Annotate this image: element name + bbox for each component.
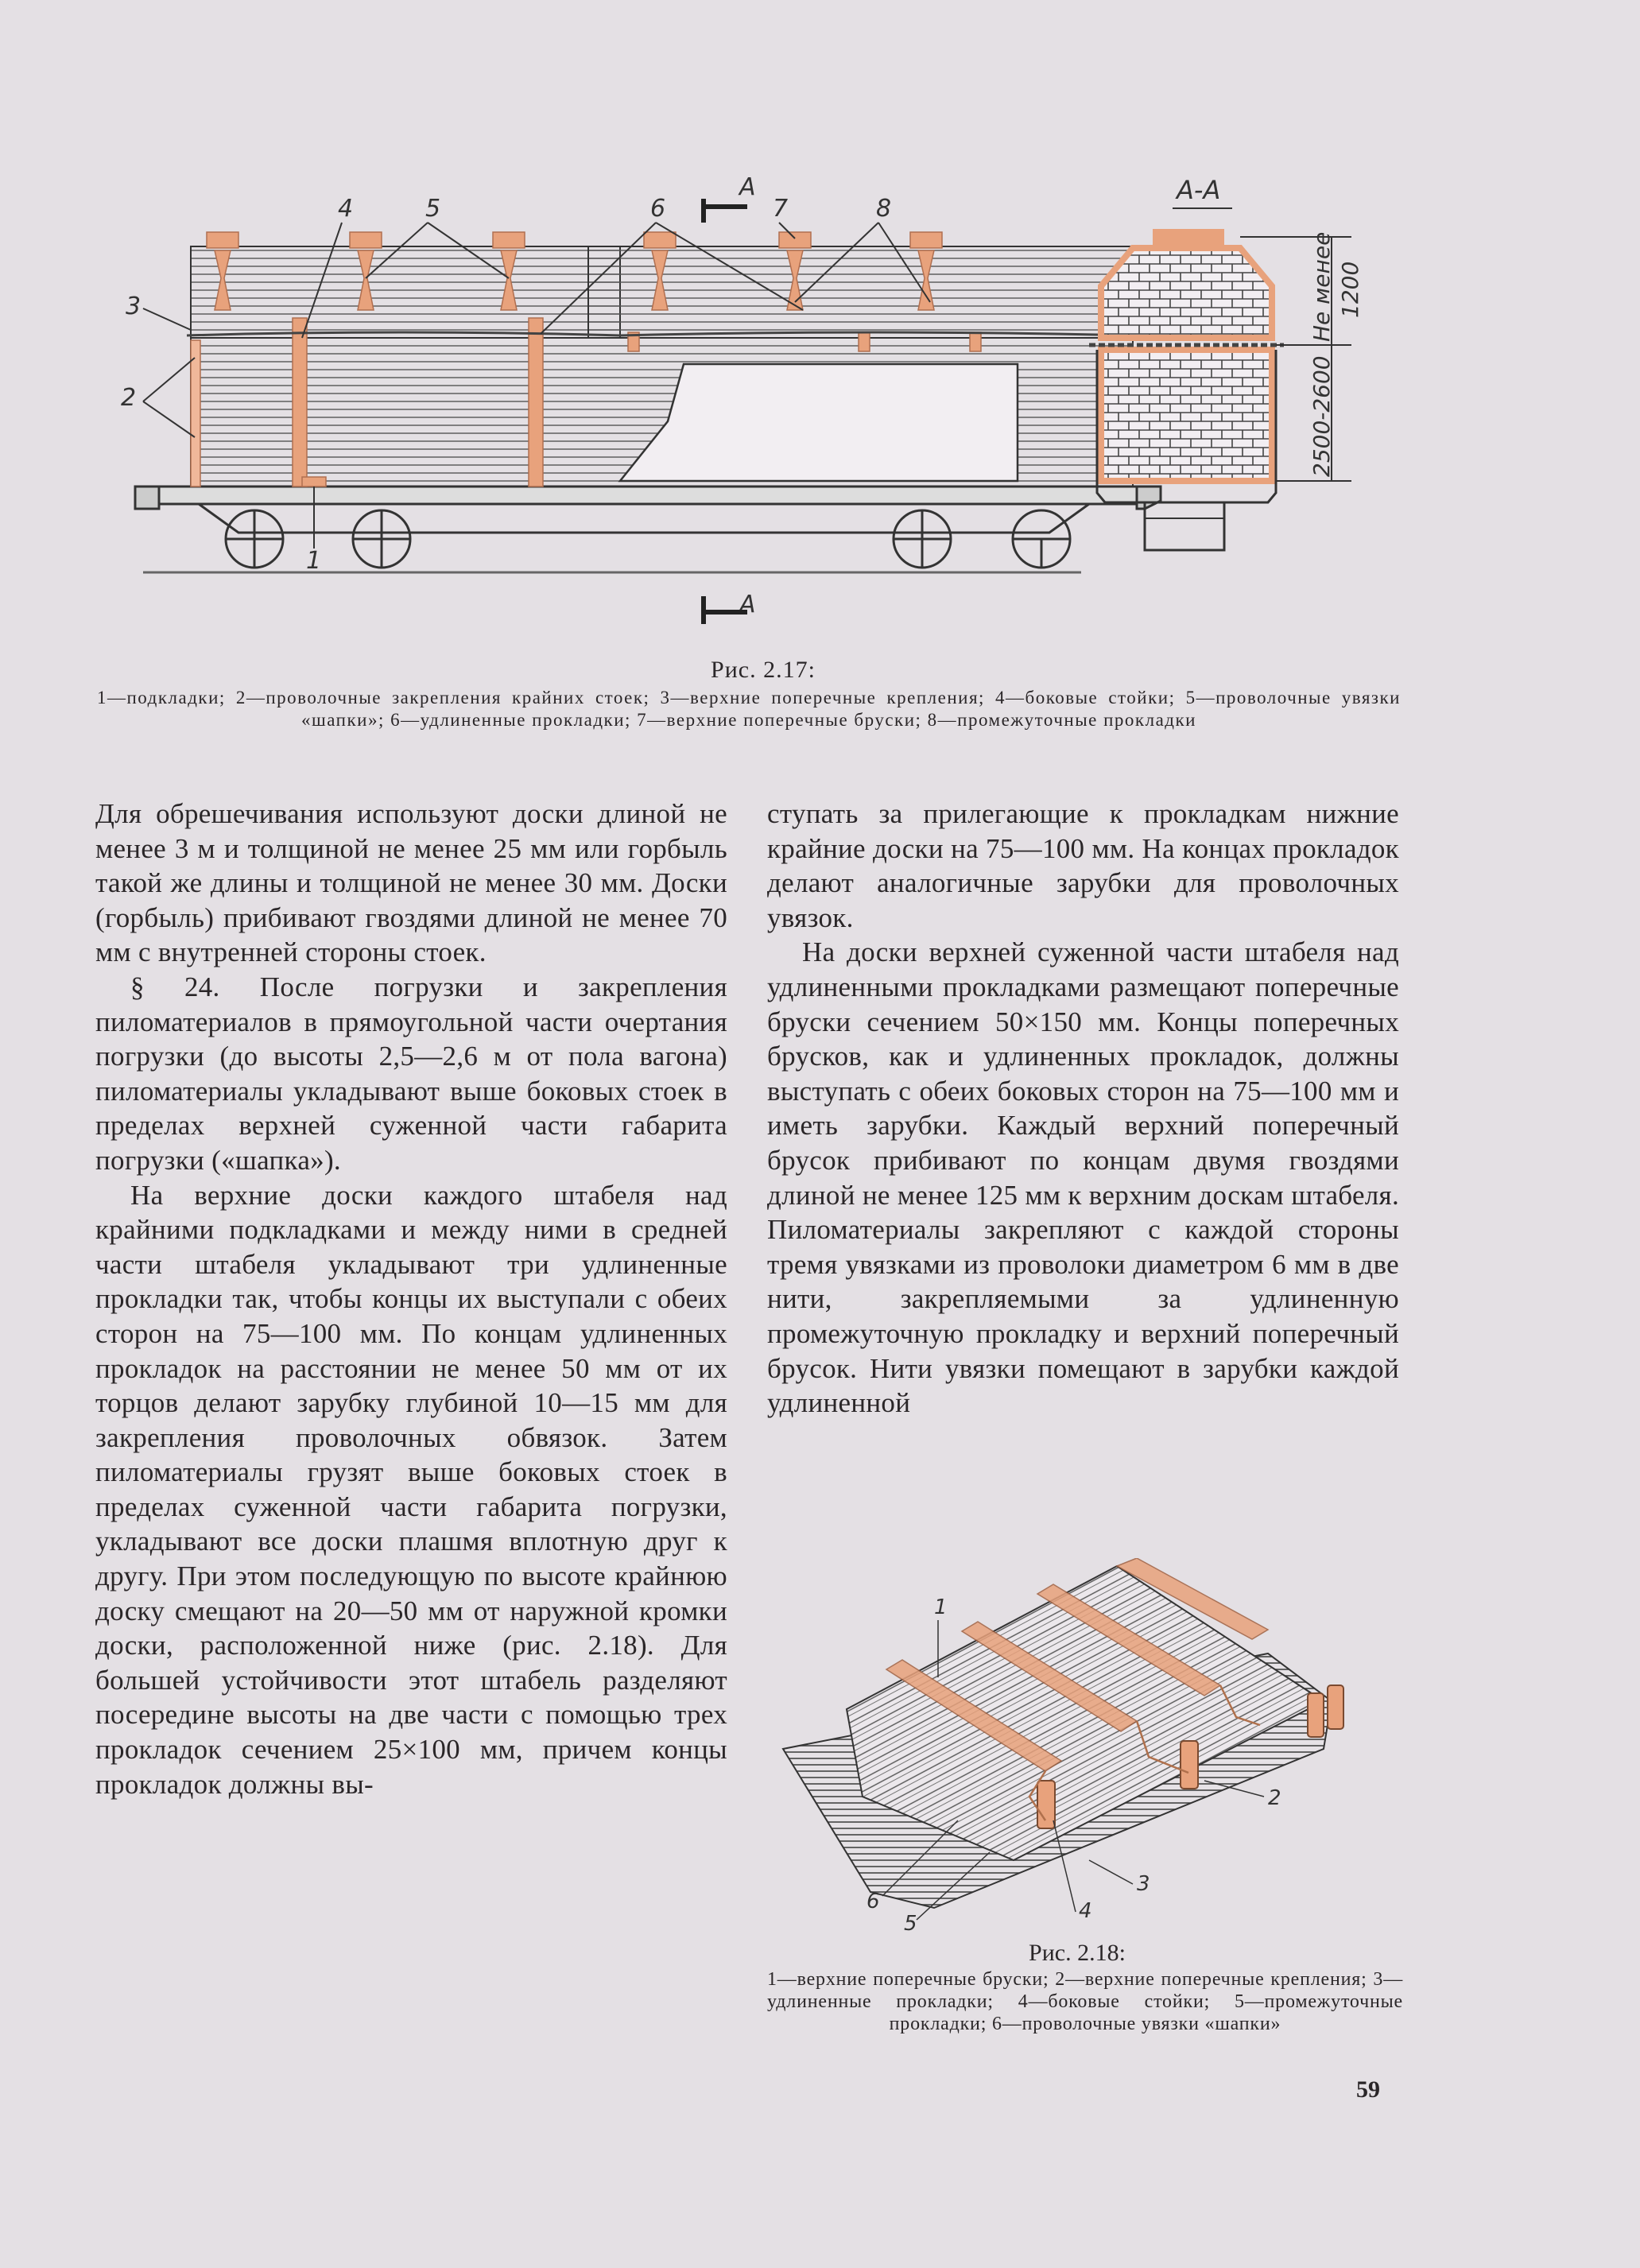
callout-6: 6	[650, 195, 666, 223]
callout-3: 3	[126, 293, 142, 320]
paragraph: ступать за прилегающие к прокладкам нижние крайние доски на 75—100 мм. На концах прокладок делают аналогичные зарубки для проволочных увязок.	[767, 798, 1399, 933]
callout-4: 4	[338, 195, 354, 223]
paragraph: Для обрешечивания используют доски длиной не менее 3 м и толщиной не менее 25 мм или горбыль такой же длины и толщиной не менее 30 мм. Доски (горбыль) прибивают гвоздями длиной не менее 70 мм с внутренней стороны стоек.	[95, 798, 727, 968]
section-mark-top: A	[739, 173, 756, 201]
text-column-left	[95, 797, 727, 1801]
figure-2-18-caption-legend: 1—верхние поперечные бруски; 2—верхние поперечные крепления; 3—удлиненные прокладки; 4—боковые стойки; 5—промежуточные прокладки; 6—проволочные увязки «шапки»	[767, 1969, 1403, 2034]
callout-1: 1	[306, 547, 322, 575]
figure-2-18	[775, 1558, 1379, 1944]
text-column-right	[767, 797, 1399, 1421]
figure-2-18-caption-title: Рис. 2.18:	[1029, 1940, 1126, 1966]
callout-6: 6	[867, 1890, 880, 1913]
paragraph: На верхние доски каждого штабеля над крайними подкладками и между ними в средней части штабеля укладывают три удлиненные прокладки так, чтобы концы их выступали с обеих сторон на 75—100 мм. По концам удлиненных прокладок на расстоянии не менее 50 мм от их торцов делают зарубку глубиной 10—15 мм для закрепления проволочных обвязок. Затем пиломатериалы грузят выше боковых стоек в пределах суженной части габарита погрузки, укладывают все доски плашмя вплотную друг к другу. При этом последующую по высоте крайнюю доску смещают на 20—50 мм от наружной кромки доски, расположенной ниже (рис. 2.18). Для большей устойчивости этот штабель разделяют посередине высоты на две части с помощью трех прокладок сечением 25×100 мм, причем концы прокладок должны вы-	[95, 1179, 727, 1800]
callout-4: 4	[1079, 1899, 1092, 1923]
dim-bottom-value: 2500-2600	[1309, 355, 1335, 477]
paragraph: На доски верхней суженной части штабеля над удлиненными прокладками размещают поперечные бруски сечением 50×150 мм. Концы поперечных брусков, как и удлиненных прокладок, должны выступать с обеих боковых сторон на 75—100 мм и иметь зарубки. Каждый верхний поперечный брусок прибивают по концам двумя гвоздями длиной не менее 125 мм к верхним доскам штабеля. Пиломатериалы закрепляют с каждой стороны тремя увязками из проволоки диаметром 6 мм в две нити, закрепляемыми за удлиненную промежуточную прокладку и верхний поперечный брусок. Нити увязки помещают в зарубки каждой удлиненной	[767, 936, 1399, 1419]
figure-2-17	[111, 159, 1415, 652]
cap-stack-left	[191, 246, 620, 338]
wagon-frame	[135, 487, 1161, 533]
cap-stack-right	[588, 246, 1133, 338]
paragraph: § 24. После погрузки и закрепления пиломатериалов в прямоугольной части очертания погрузки (до высоты 2,5—2,6 м от пола вагона) пиломатериалы укладывают выше боковых стоек в пределах верхней суженной части габарита погрузки («шапка»).	[95, 971, 727, 1176]
callout-2: 2	[121, 384, 137, 412]
figure-2-17-caption-legend: 1—подкладки; 2—проволочные закрепления крайних стоек; 3—верхние поперечные крепления; 4—боковые стойки; 5—проволочные увязки «шапки»; 6—удлиненные прокладки; 7—верхние поперечные бруски; 8—промежуточные прокладки	[97, 688, 1401, 730]
dim-top-value: 1200	[1337, 261, 1363, 318]
dim-top-label: Не менее	[1309, 231, 1335, 342]
callout-5: 5	[425, 195, 441, 223]
callout-2: 2	[1268, 1786, 1281, 1810]
figure-2-17-caption-title: Рис. 2.17:	[711, 657, 816, 683]
wagon-wheels	[226, 510, 1070, 568]
callout-3: 3	[1137, 1872, 1150, 1896]
page-number: 59	[1356, 2076, 1380, 2103]
callout-5: 5	[904, 1912, 917, 1936]
callout-1: 1	[934, 1595, 948, 1619]
svg-text:А-А: А-А	[1177, 175, 1221, 205]
callout-8: 8	[876, 195, 892, 223]
callout-7: 7	[773, 195, 789, 223]
section-mark-bottom: A	[739, 591, 756, 618]
